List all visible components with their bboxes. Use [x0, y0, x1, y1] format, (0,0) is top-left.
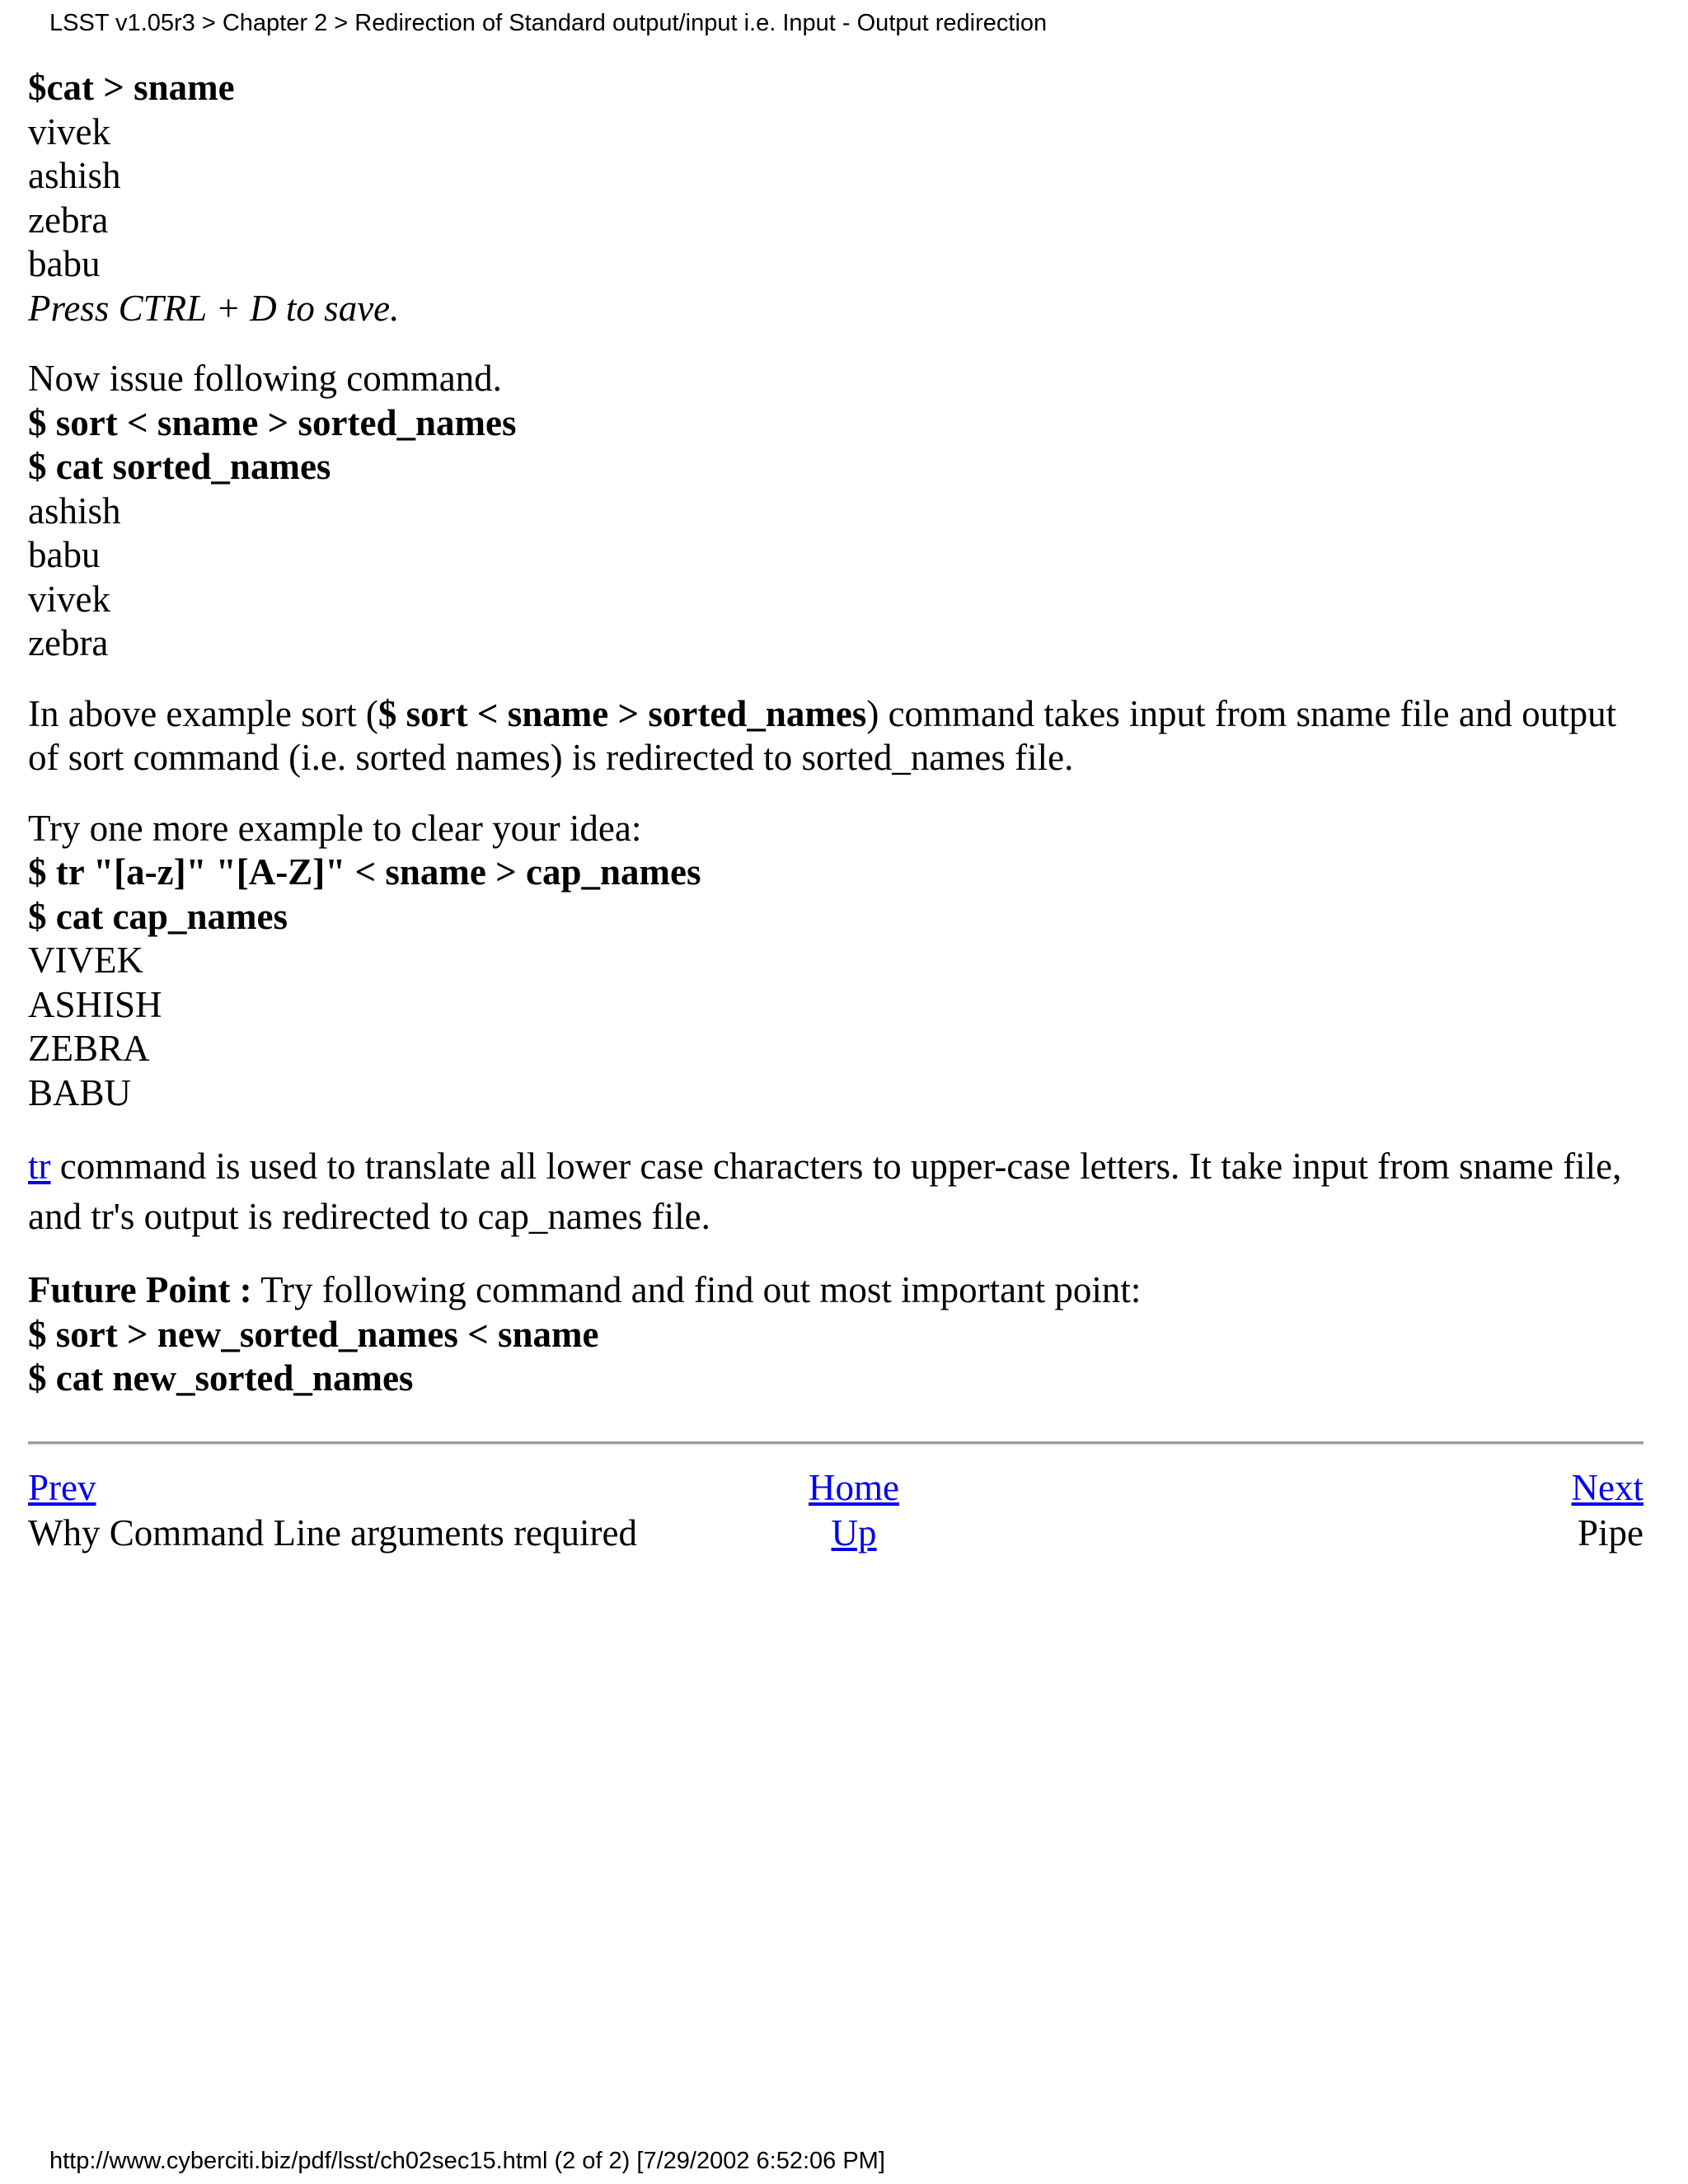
sort-intro: Now issue following command. [28, 358, 502, 399]
output-line: ashish [28, 155, 121, 196]
future-point-block [28, 1268, 1652, 1401]
cat-cap-command: $ cat cap_names [28, 895, 288, 937]
output-line: zebra [28, 199, 109, 241]
sort-command: $ sort < sname > sorted_names [28, 401, 517, 443]
output-line: babu [28, 243, 101, 284]
future-command: $ sort > new_sorted_names < sname [28, 1313, 599, 1355]
nav-prev-group [28, 1465, 637, 1556]
future-point-label: Future Point : [28, 1269, 252, 1310]
explanation-command: $ sort < sname > sorted_names [377, 692, 867, 734]
output-line: VIVEK [28, 940, 143, 981]
sort-explanation [28, 692, 1652, 780]
next-link[interactable]: Next [1571, 1467, 1643, 1508]
save-note: Press CTRL + D to save. [28, 287, 400, 329]
output-line: babu [28, 534, 101, 575]
cat-sorted-command: $ cat sorted_names [28, 446, 331, 487]
explanation-text: command is used to translate all lower case characters to upper-case letters. It take input from sname file, and tr's output is redirected to cap_names file. [28, 1146, 1622, 1237]
prev-link[interactable]: Prev [28, 1467, 96, 1508]
output-line: zebra [28, 622, 109, 663]
output-line: ZEBRA [28, 1028, 150, 1069]
output-line: vivek [28, 110, 110, 152]
cat-example-block [28, 66, 1652, 330]
up-link[interactable]: Up [831, 1512, 877, 1554]
cat-command: $cat > sname [28, 67, 235, 108]
prev-title: Why Command Line arguments required [28, 1512, 637, 1554]
tr-example-block [28, 807, 1652, 1116]
sort-example-block [28, 357, 1652, 666]
future-cat-command: $ cat new_sorted_names [28, 1357, 414, 1399]
main-content [28, 66, 1652, 1401]
output-line: ASHISH [28, 983, 162, 1025]
output-line: BABU [28, 1071, 132, 1113]
horizontal-divider [28, 1441, 1643, 1446]
print-header: LSST v1.05r3 > Chapter 2 > Redirection of Standard output/input i.e. Input - Output redirection [49, 10, 1048, 36]
output-line: ashish [28, 490, 121, 532]
tr-explanation [28, 1141, 1652, 1242]
tr-command: $ tr "[a-z]" "[A-Z]" < sname > cap_names [28, 851, 701, 893]
nav-center-group [796, 1465, 912, 1556]
future-point-text: Try following command and find out most important point: [251, 1269, 1142, 1310]
nav-next-group [1572, 1465, 1643, 1556]
output-line: vivek [28, 578, 110, 620]
next-title: Pipe [1577, 1512, 1643, 1554]
explanation-text: In above example sort ( [28, 692, 378, 734]
print-footer: http://www.cyberciti.biz/pdf/lsst/ch02sec15.html (2 of 2) [7/29/2002 6:52:06 PM] [49, 2148, 885, 2174]
explanation-text: ) command takes input from sname file and output of sort command (i.e. sorted names) is redirected to sorted_names file. [28, 692, 1617, 778]
tr-intro: Try one more example to clear your idea: [28, 807, 642, 849]
home-link[interactable]: Home [809, 1467, 899, 1508]
tr-link[interactable]: tr [28, 1146, 51, 1187]
